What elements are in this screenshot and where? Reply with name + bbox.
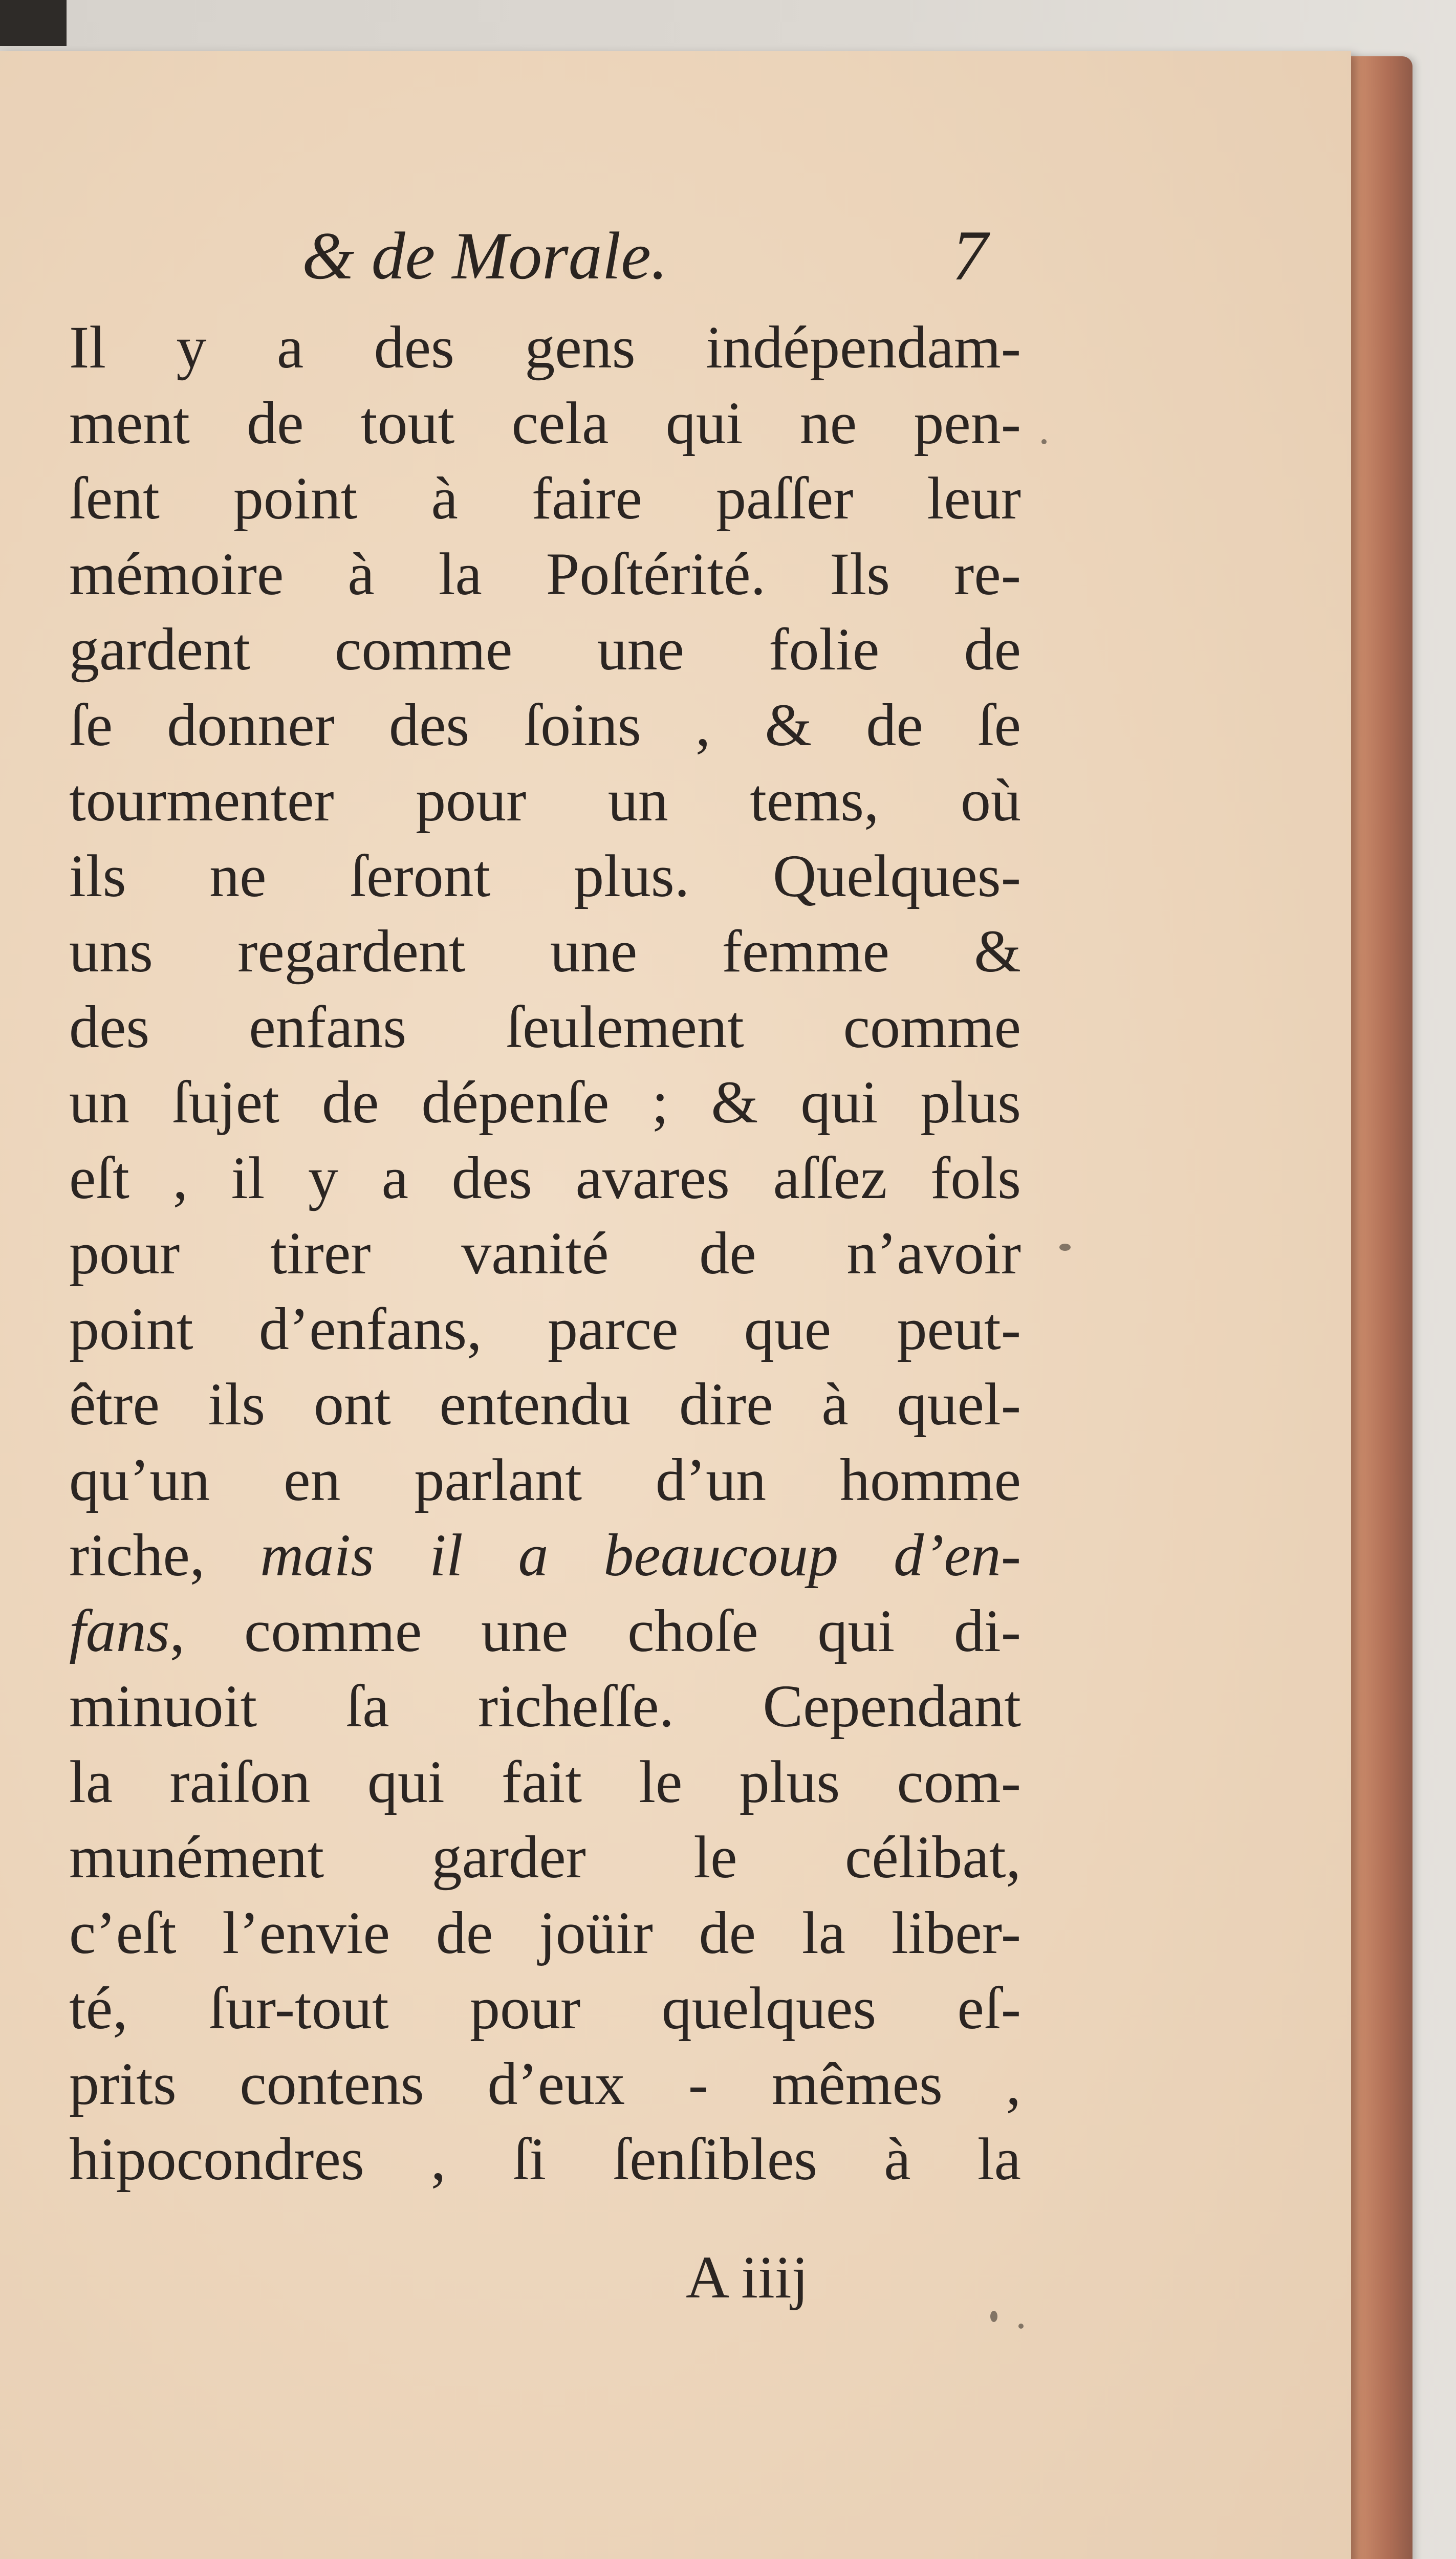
running-head [302, 215, 1018, 297]
text-line: gardent comme une folie de [69, 616, 1021, 683]
text-line-mixed [69, 1593, 1021, 1669]
text-line: uns regardent une femme & [69, 918, 1021, 985]
text-line: point d’enfans, parce que peut- [69, 1295, 1021, 1362]
italic-run: mais il a beaucoup d’en- [260, 1522, 1021, 1589]
text-line: munément garder le célibat, [69, 1824, 1021, 1891]
text-line: Il y a des gens indépendam- [69, 314, 1021, 381]
text-line: ils ne ſeront plus. Quelques- [69, 842, 1021, 909]
text-line: tourmenter pour un tems, où [69, 767, 1021, 834]
text-line: mémoire à la Poſtérité. Ils re- [69, 540, 1021, 608]
text-line: ment de tout cela qui ne pen- [69, 389, 1021, 457]
text-line: un ſujet de dépenſe ; & qui plus [69, 1069, 1021, 1136]
text-line: eſt , il y a des avares aſſez fols [69, 1144, 1021, 1211]
text-line: pour tirer vanité de n’avoir [69, 1220, 1021, 1287]
book-page [0, 51, 1351, 2559]
paper-speck [1059, 1244, 1071, 1251]
paper-speck [990, 2311, 997, 2322]
paper-speck [1018, 2324, 1024, 2329]
text-run: riche, [69, 1522, 260, 1589]
text-line: c’eſt l’envie de joüir de la liber- [69, 1899, 1021, 1966]
body-text [69, 310, 1021, 2197]
text-run: , comme une choſe qui di- [169, 1597, 1021, 1664]
text-line: hipocondres , ſi ſenſibles à la [69, 2126, 1021, 2193]
text-line: ſent point à faire paſſer leur [69, 465, 1021, 532]
italic-run: fans [69, 1597, 170, 1664]
text-line: minuoit ſa richeſſe. Cependant [69, 1673, 1021, 1740]
text-line-mixed [69, 1517, 1021, 1593]
text-line: ſe donner des ſoins , & de ſe [69, 691, 1021, 758]
text-line: des enfans ſeulement comme [69, 993, 1021, 1060]
page-number: 7 [952, 216, 988, 295]
binding-strip-top [0, 0, 67, 46]
text-line: té, ſur-tout pour quelques eſ- [69, 1975, 1021, 2042]
text-line: être ils ont entendu dire à quel- [69, 1371, 1021, 1438]
text-line: la raiſon qui fait le plus com- [69, 1748, 1021, 1815]
running-head-title: & de Morale. [302, 218, 668, 293]
signature-mark: A iiij [686, 2244, 809, 2311]
paper-speck [1041, 439, 1047, 444]
text-line: prits contens d’eux - mêmes , [69, 2050, 1021, 2117]
text-line: qu’un en parlant d’un homme [69, 1446, 1021, 1513]
